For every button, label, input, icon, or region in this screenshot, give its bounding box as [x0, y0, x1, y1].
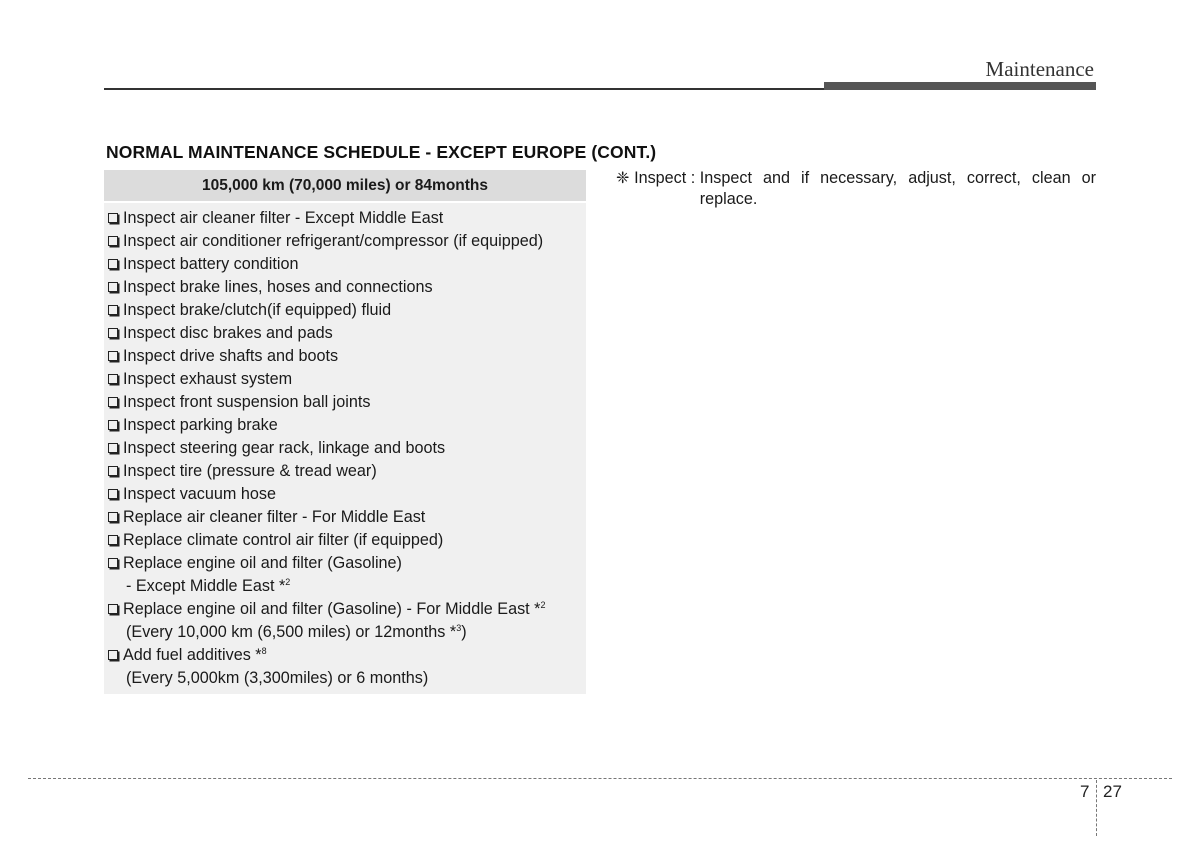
checkbox-icon [108, 305, 118, 315]
note [616, 168, 1096, 210]
schedule-item-list [104, 203, 586, 690]
checklist-item [108, 644, 586, 667]
checklist-item-text: Replace air cleaner filter - For Middle East [123, 508, 426, 526]
footnote-ref: 3 [456, 623, 462, 633]
footer-divider [28, 778, 1172, 779]
note-text: Inspect and if necessary, adjust, correct, clean or replace. [699, 169, 1096, 208]
schedule-heading: 105,000 km (70,000 miles) or 84months [104, 170, 586, 203]
checklist-item [108, 207, 586, 230]
checklist-item [108, 483, 586, 506]
checkbox-icon [108, 443, 118, 453]
checklist-item-continuation: (Every 5,000km (3,300miles) or 6 months) [126, 669, 429, 687]
checklist-item-text: Inspect steering gear rack, linkage and boots [123, 439, 446, 457]
checklist-item [108, 368, 586, 391]
checklist-item-text: Inspect air conditioner refrigerant/compressor (if equipped) [123, 232, 544, 250]
note-symbol-icon: ❈ [616, 169, 630, 187]
checkbox-icon [108, 558, 118, 568]
checklist-item-text: Inspect brake lines, hoses and connections [123, 278, 433, 296]
checkbox-icon [108, 489, 118, 499]
section-title: NORMAL MAINTENANCE SCHEDULE - EXCEPT EUROPE (CONT.) [106, 142, 657, 162]
checklist-item-text: Replace engine oil and filter (Gasoline) - For Middle East * [123, 600, 541, 618]
note-label-text: Inspect : [634, 169, 696, 187]
checklist-item-text: Add fuel additives * [123, 646, 262, 664]
checklist-item-text: Inspect drive shafts and boots [123, 347, 339, 365]
checklist-item-text: Replace climate control air filter (if equipped) [123, 531, 444, 549]
checklist-item [108, 552, 586, 575]
checklist-item-text: Inspect tire (pressure & tread wear) [123, 462, 377, 480]
checklist-item [108, 460, 586, 483]
checkbox-icon [108, 259, 118, 269]
checklist-item [108, 598, 586, 621]
checklist-item [108, 345, 586, 368]
checkbox-icon [108, 604, 118, 614]
schedule-box [104, 170, 586, 694]
checklist-item-text: Inspect parking brake [123, 416, 278, 434]
checklist-item [108, 437, 586, 460]
page-chapter-number: 7 [1080, 782, 1090, 801]
checklist-item [108, 253, 586, 276]
checklist-item-text: Inspect battery condition [123, 255, 299, 273]
footnote-ref: 2 [540, 600, 546, 610]
header-bar [824, 82, 1096, 90]
checkbox-icon [108, 397, 118, 407]
page-number: 27 [1103, 782, 1122, 801]
page-header-title: Maintenance [985, 57, 1094, 81]
checklist-item [108, 391, 586, 414]
checkbox-icon [108, 512, 118, 522]
checklist-item-text: Inspect brake/clutch(if equipped) fluid [123, 301, 392, 319]
checklist-item-text: Replace engine oil and filter (Gasoline) [123, 554, 402, 572]
checklist-item [108, 276, 586, 299]
checklist-item-text: Inspect air cleaner filter - Except Middle East [123, 209, 444, 227]
checklist-item-text: Inspect disc brakes and pads [123, 324, 333, 342]
checkbox-icon [108, 282, 118, 292]
checkbox-icon [108, 535, 118, 545]
header-rule [104, 88, 824, 90]
checkbox-icon [108, 374, 118, 384]
checklist-item-continuation: (Every 10,000 km (6,500 miles) or 12months *$^3$) [126, 623, 467, 641]
checklist-item [108, 506, 586, 529]
checklist-item-text: Inspect vacuum hose [123, 485, 276, 503]
checkbox-icon [108, 466, 118, 476]
checklist-item [108, 322, 586, 345]
footnote-ref: 8 [261, 646, 267, 656]
checkbox-icon [108, 213, 118, 223]
checklist-item [108, 529, 586, 552]
checkbox-icon [108, 351, 118, 361]
note-label [616, 168, 700, 210]
footnote-ref: 2 [285, 577, 291, 587]
checkbox-icon [108, 328, 118, 338]
checklist-item [108, 414, 586, 437]
footer-page-divider [1096, 780, 1097, 836]
checklist-item-continuation: - Except Middle East *$^2$ [126, 577, 291, 595]
checkbox-icon [108, 650, 118, 660]
checkbox-icon [108, 420, 118, 430]
checklist-item-text: Inspect exhaust system [123, 370, 293, 388]
checklist-item-text: Inspect front suspension ball joints [123, 393, 371, 411]
checklist-item [108, 299, 586, 322]
checklist-item [108, 230, 586, 253]
checkbox-icon [108, 236, 118, 246]
